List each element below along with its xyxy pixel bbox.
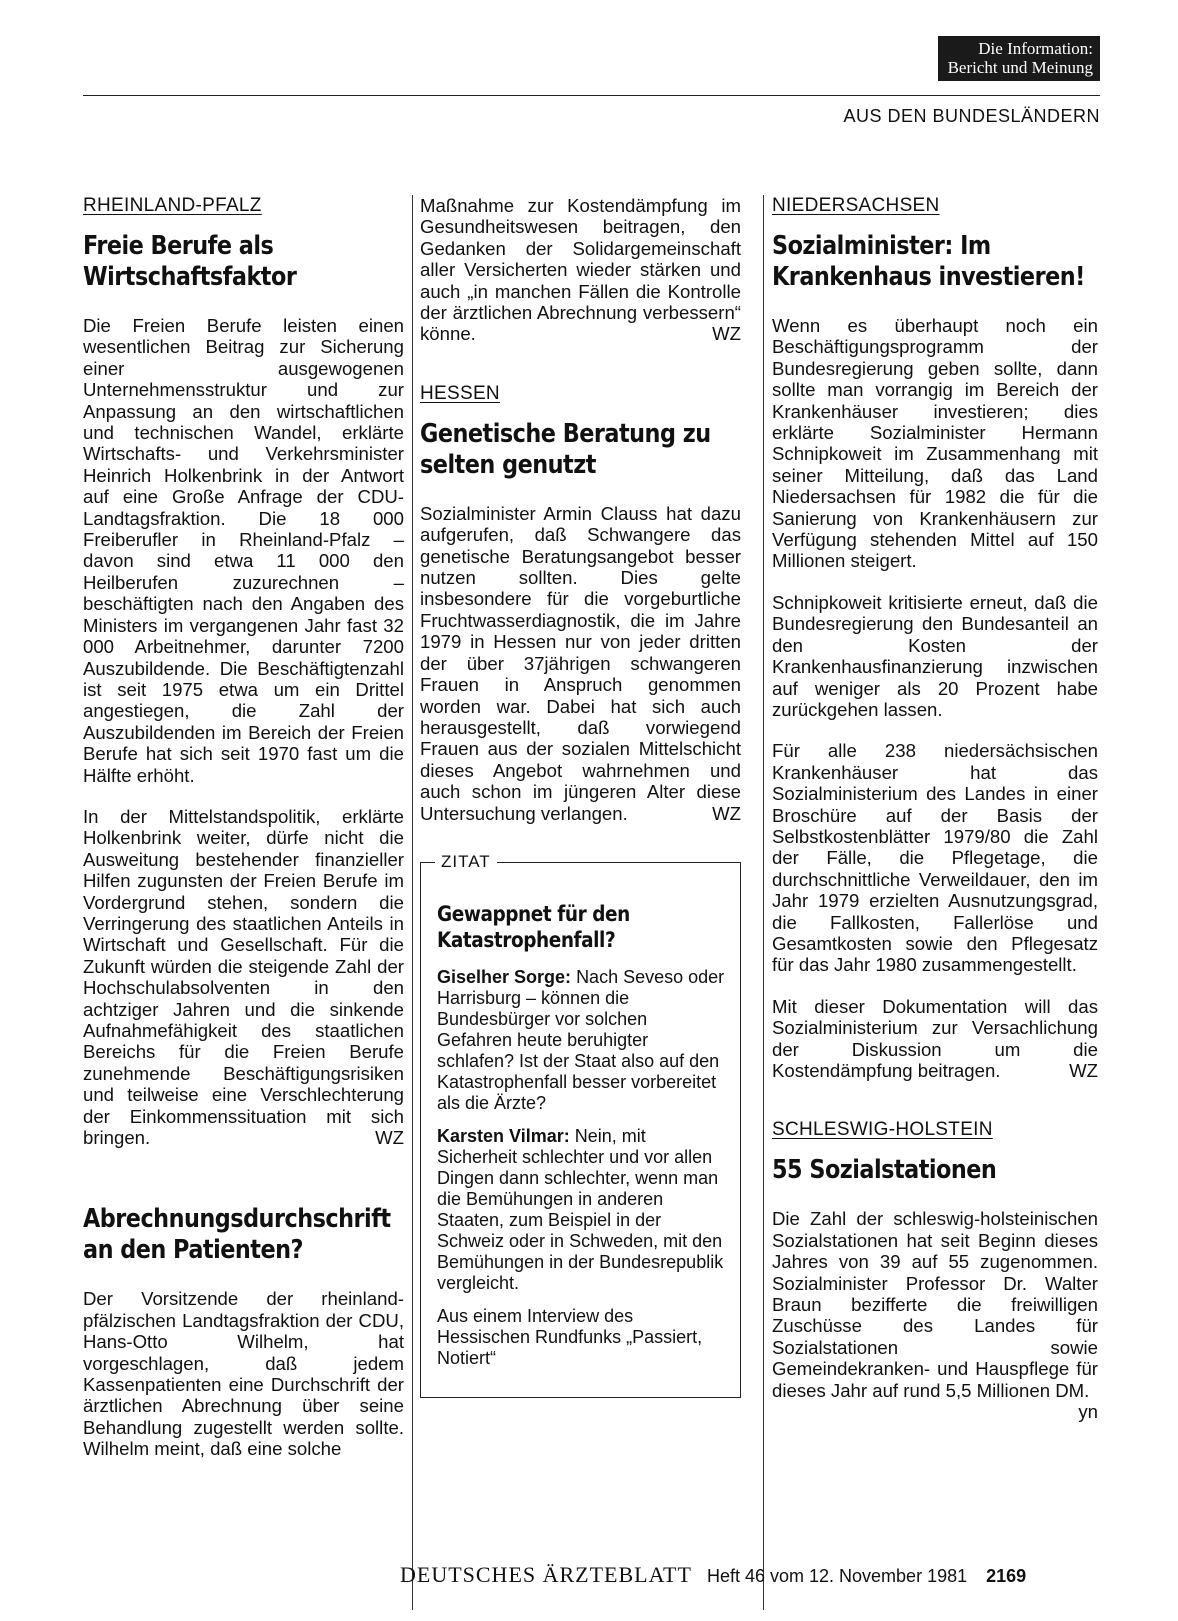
speaker-name: Giselher Sorge: (437, 966, 572, 987)
rubric-label (938, 36, 1100, 81)
article-paragraph (772, 996, 1098, 1082)
quote-box (420, 851, 741, 1398)
page-footer (400, 1562, 1100, 1588)
magazine-name: DEUTSCHES ÄRZTEBLATT (400, 1562, 692, 1587)
paragraph-text: Mit dieser Dokumentation will das Sozialministerium zur Versachlichung der Diskussion um die Kostendämpfung beitragen. (772, 995, 1098, 1081)
paragraph-text: Sozialminister Armin Clauss hat dazu aufgerufen, daß Schwangere das genetische Beratungsangebot besser nutzen sollten. Dies gelte insbesondere für die vorgeburtliche Fruchtwasserdiagnostik, die im Jahre 1979 in Hessen nur von jeder dritten der über 37jährigen schwangeren Frauen in Anspruch genommen worden war. Dabei hat sich auch herausgestellt, daß vorwiegend Frauen aus der sozialen Mittelschicht dieses Angebot wahrnehmen und auch schon im jüngeren Alter diese Untersuchung verlangen. (420, 502, 741, 824)
article-paragraph (772, 1208, 1098, 1423)
rubric-line-1: Die Information: (978, 39, 1093, 58)
quote-answer (437, 1126, 726, 1294)
article-paragraph: Die Freien Berufe leisten einen wesentlichen Beitrag zur Sicherung einer ausgewogenen Unternehmensstruktur und zur Anpassung an den wirtschaftlichen und technischen Wandel, erklärte Wirtschafts- und Verkehrsminister Heinrich Holkenbrink in der Antwort auf eine Große Anfrage der CDU-Landtagsfraktion. Die 18 000 Freiberufler in Rheinland-Pfalz – davon sind etwa 11 000 den Heilberufen zuzurechnen – beschäftigten nach den Angaben des Ministers im vergangenen Jahr fast 32 000 Arbeitnehmer, darunter 7200 Auszubildende. Die Beschäftigtenzahl ist seit 1975 etwa um ein Drittel angestiegen, die Zahl der Auszubildenden im Bereich der Freien Berufe hat sich seit 1970 fast um die Hälfte erhöht. (83, 315, 404, 786)
quote-source: Aus einem Interview des Hessischen Rundfunks „Passiert, Notiert“ (437, 1305, 703, 1368)
region-heading-hessen: HESSEN (420, 382, 500, 404)
column-divider-2 (763, 195, 764, 1610)
speaker-name: Karsten Vilmar: (437, 1125, 570, 1146)
author-signature: yn (1078, 1401, 1098, 1423)
region-heading-schleswig-holstein: SCHLESWIG-HOLSTEIN (772, 1119, 993, 1141)
column-divider-1 (412, 195, 413, 1610)
column-1 (83, 195, 404, 1480)
region-heading-rheinland-pfalz: RHEINLAND-PFALZ (83, 195, 262, 216)
article-paragraph (83, 806, 404, 1149)
issue-info: Heft 46 vom 12. November 1981 (706, 1566, 968, 1586)
article-title-abrechnungsdurchschrift: Abrechnungsdurchschrift an den Patienten? (83, 1204, 391, 1266)
quote-title: Gewappnet für den Katastrophenfall? (437, 901, 630, 952)
quote-text: Nach Seveso oder Harrisburg – können die Bundesbürger vor solchen Gefahren heute beruhigter schlafen? Ist der Staat also auf den Katastrophenfall besser vorbereitet als die Ärzte? (437, 966, 725, 1113)
article-paragraph: Der Vorsitzende der rheinland-pfälzischen Landtagsfraktion der CDU, Hans-Otto Wilhelm, hat vorgeschlagen, daß jedem Kassenpatienten eine Durchschrift der ärztlichen Abrechnung über seine Behandlung zugestellt werden sollte. Wilhelm meint, daß eine solche (83, 1288, 404, 1460)
quote-question (437, 967, 726, 1114)
paragraph-text: Maßnahme zur Kostendämpfung im Gesundheitswesen beitragen, den Gedanken der Solidargemeinschaft aller Versicherten wieder stärken und auch „in manchen Fällen die Kontrolle der ärztlichen Abrechnung verbessern“ könne. (420, 195, 741, 345)
page-number: 2169 (986, 1566, 1027, 1586)
paragraph-text: In der Mittelstandspolitik, erklärte Holkenbrink weiter, dürfe nicht die Ausweitung bestehender finanzieller Hilfen zugunsten der Freien Berufe im Vordergrund stehen, sondern die Verringerung des staatlichen Anteils in Wirtschaft und Gesellschaft. Für die Zukunft würden die steigende Zahl der Hochschulabsolventen in den achtziger Jahren und die sinkende Aufnahmefähigkeit des staatlichen Bereichs für die Freien Berufe zunehmende Beschäftigungsrisiken und teilweise eine Verschlechterung der Einkommenssituation mit sich bringen. (83, 805, 404, 1149)
article-paragraph: Schnipkoweit kritisierte erneut, daß die Bundesregierung den Bundesanteil an den Kosten der Krankenhausfinanzierung inzwischen auf weniger als 20 Prozent habe zurückgehen lassen. (772, 591, 1098, 720)
article-title-freie-berufe: Freie Berufe als Wirtschaftsfaktor (83, 231, 297, 292)
article-paragraph: Für alle 238 niedersächsischen Krankenhäuser hat das Sozialministerium des Landes in einer Broschüre auf der Basis der Selbstkostenblätter 1979/80 die Zahl der Fälle, die Pflegetage, die durchschnittliche Verweildauer, den im Jahr 1979 erzielten Ausnutzungsgrad, die Fallkosten, Fallerlöse und Gesamtkosten sowie den Pflegesatz für das Jahr 1980 zusammengestellt. (772, 740, 1098, 976)
article-title-sozialminister: Sozialminister: Im Krankenhaus investieren! (772, 231, 1085, 292)
author-signature: WZ (375, 1127, 404, 1149)
rubric-line-2: Bericht und Meinung (947, 58, 1093, 77)
article-paragraph: Wenn es überhaupt noch ein Beschäftigungsprogramm der Bundesregierung geben sollte, dann sollte man vorrangig im Bereich der Krankenhäuser investieren; dies erklärte Sozialminister Hermann Schnipkoweit im Zusammenhang mit seiner Mitteilung, daß das Land Niedersachsen für 1982 die für die Sanierung von Krankenhäusern zur Verfügung stehenden Mittel auf 150 Millionen steigert. (772, 315, 1098, 572)
quote-text: Nein, mit Sicherheit schlechter und vor allen Dingen dann schlechter, wenn man die Bemühungen in anderen Staaten, zum Beispiel in der Schweiz oder in Schweden, mit den Bemühungen in der Bundesrepublik vergleicht. (437, 1125, 724, 1293)
article-paragraph (420, 503, 741, 824)
quote-label: ZITAT (435, 852, 497, 872)
column-3 (772, 195, 1098, 1422)
author-signature: WZ (712, 323, 741, 345)
author-signature: WZ (712, 802, 741, 824)
paragraph-text: Die Zahl der schleswig-holsteinischen Sozialstationen hat seit Beginn dieses Jahres von 39 auf 55 zugenommen. Sozialminister Professor Dr. Walter Braun bezifferte die freiwilligen Zuschüsse des Landes für Sozialstationen sowie Gemeindekranken- und Hauspflege für dieses Jahr auf rund 5,5 Millionen DM. (772, 1208, 1098, 1401)
article-title-sozialstationen: 55 Sozialstationen (772, 1155, 997, 1186)
author-signature: WZ (1069, 1060, 1098, 1081)
region-heading-niedersachsen: NIEDERSACHSEN (772, 195, 940, 216)
article-title-genetische-beratung: Genetische Beratung zu selten genutzt (420, 418, 711, 480)
top-rule (83, 95, 1100, 96)
column-2 (420, 195, 741, 1398)
section-title: AUS DEN BUNDESLÄNDERN (843, 106, 1100, 126)
article-paragraph-continued (420, 195, 741, 345)
